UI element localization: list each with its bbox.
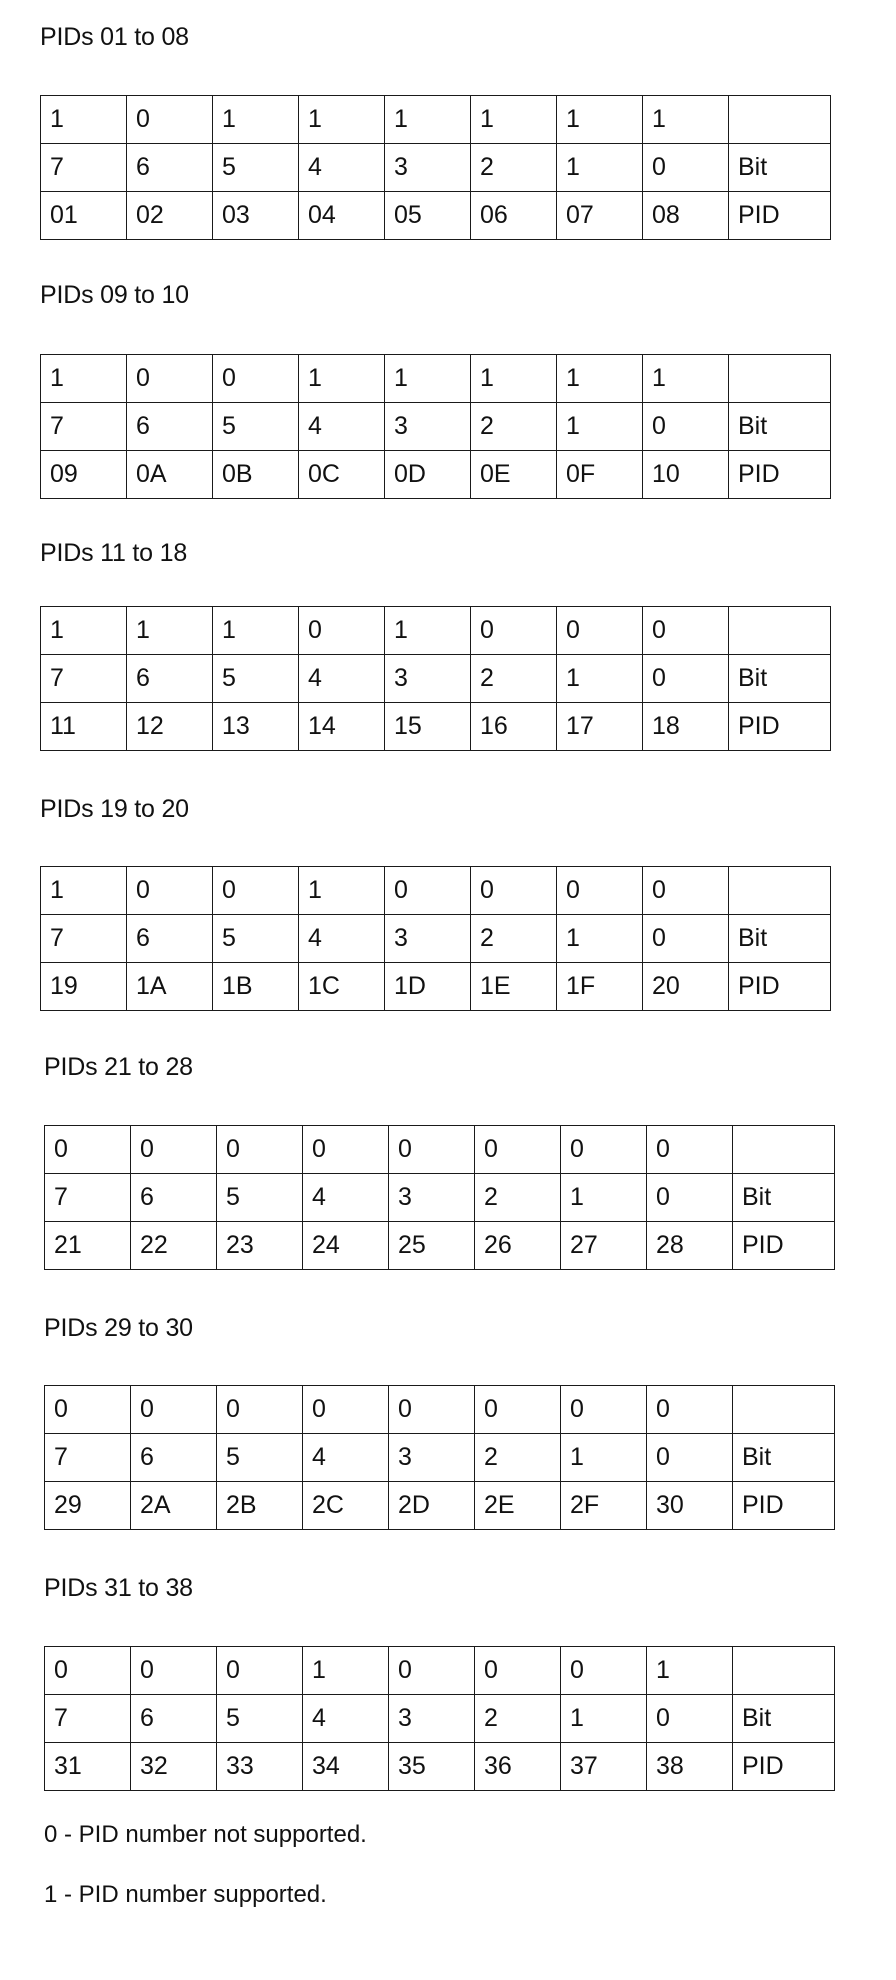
table-cell: 1F [557,963,643,1011]
table-cell: 3 [385,144,471,192]
table-cell: 0 [45,1647,131,1695]
row-label-cell: PID [729,451,831,499]
table-cell: 0 [127,96,213,144]
table-cell: 3 [385,403,471,451]
table-cell: 0 [647,1695,733,1743]
row-label-cell: Bit [733,1434,835,1482]
row-label-cell: PID [729,703,831,751]
table-cell: 2A [131,1482,217,1530]
table-cell: 35 [389,1743,475,1791]
table-cell: 0 [45,1386,131,1434]
table-cell: 04 [299,192,385,240]
section-title: PIDs 19 to 20 [40,795,189,823]
table-cell: 1 [557,403,643,451]
table-cell: 27 [561,1222,647,1270]
bit-row [41,144,831,192]
table-cell: 4 [299,403,385,451]
table-cell: 03 [213,192,299,240]
table-cell: 2F [561,1482,647,1530]
table-cell: 20 [643,963,729,1011]
table-cell: 1 [561,1174,647,1222]
table-cell: 1 [385,355,471,403]
table-cell: 11 [41,703,127,751]
legend-not-supported: 0 - PID number not supported. [44,1821,367,1848]
table-cell: 2 [475,1695,561,1743]
table-cell: 1 [557,915,643,963]
supported-flags-row [45,1126,835,1174]
pid-table [44,1646,835,1791]
table-cell: 4 [303,1695,389,1743]
pid-row [41,192,831,240]
pid-table [40,866,831,1011]
table-cell: 1 [385,607,471,655]
table-cell: 1 [213,607,299,655]
pid-row [45,1482,835,1530]
table-cell: 1E [471,963,557,1011]
section-title: PIDs 11 to 18 [40,539,188,567]
table-cell: 5 [217,1174,303,1222]
table-cell: 1 [41,867,127,915]
pid-row [45,1743,835,1791]
table-cell: 01 [41,192,127,240]
table-cell: 2E [475,1482,561,1530]
table-cell: 0 [131,1126,217,1174]
pid-table [40,606,831,751]
table-cell: 0 [557,867,643,915]
supported-flags-row [41,867,831,915]
bit-row [45,1174,835,1222]
section-title: PIDs 21 to 28 [44,1053,193,1081]
table-cell: 0E [471,451,557,499]
table-cell: 0 [217,1386,303,1434]
row-label-cell: PID [733,1743,835,1791]
table-cell: 1D [385,963,471,1011]
table-cell: 0 [385,867,471,915]
table-cell: 1A [127,963,213,1011]
table-cell: 6 [127,655,213,703]
table-cell: 37 [561,1743,647,1791]
table-cell: 2B [217,1482,303,1530]
row-label-cell: Bit [733,1174,835,1222]
table-cell: 16 [471,703,557,751]
bit-row [45,1695,835,1743]
table-cell: 0 [647,1126,733,1174]
table-cell: 1 [213,96,299,144]
table-cell: 2D [389,1482,475,1530]
pid-table [40,95,831,240]
pid-row [45,1222,835,1270]
row-label-cell: Bit [733,1695,835,1743]
table-cell: 0 [475,1126,561,1174]
table-cell: 0 [303,1126,389,1174]
table-cell: 1 [299,355,385,403]
table-cell: 0 [303,1386,389,1434]
row-label-cell [733,1126,835,1174]
table-cell: 0 [389,1386,475,1434]
table-cell: 3 [389,1434,475,1482]
bit-row [45,1434,835,1482]
table-cell: 6 [127,915,213,963]
supported-flags-row [45,1647,835,1695]
table-cell: 23 [217,1222,303,1270]
table-cell: 21 [45,1222,131,1270]
section-title: PIDs 31 to 38 [44,1574,193,1602]
table-cell: 26 [475,1222,561,1270]
table-cell: 4 [299,915,385,963]
table-cell: 5 [213,403,299,451]
table-cell: 0 [389,1647,475,1695]
pid-table [40,354,831,499]
table-cell: 1 [471,96,557,144]
pid-row [41,963,831,1011]
table-cell: 1 [127,607,213,655]
bit-row [41,655,831,703]
table-cell: 5 [213,144,299,192]
table-cell: 5 [217,1695,303,1743]
table-cell: 38 [647,1743,733,1791]
table-cell: 4 [299,655,385,703]
table-cell: 1 [303,1647,389,1695]
table-cell: 24 [303,1222,389,1270]
table-cell: 0 [647,1386,733,1434]
pid-row [41,703,831,751]
row-label-cell: Bit [729,403,831,451]
table-cell: 08 [643,192,729,240]
table-cell: 2 [475,1434,561,1482]
row-label-cell [733,1647,835,1695]
table-cell: 31 [45,1743,131,1791]
table-cell: 36 [475,1743,561,1791]
table-cell: 17 [557,703,643,751]
table-cell: 2 [475,1174,561,1222]
row-label-cell: Bit [729,915,831,963]
table-cell: 0 [471,607,557,655]
section-title: PIDs 29 to 30 [44,1314,193,1342]
legend-supported: 1 - PID number supported. [44,1881,327,1908]
table-cell: 0 [45,1126,131,1174]
row-label-cell [729,355,831,403]
table-cell: 3 [389,1174,475,1222]
table-cell: 0 [647,1434,733,1482]
table-cell: 0 [213,355,299,403]
table-cell: 13 [213,703,299,751]
table-cell: 2 [471,655,557,703]
section-title: PIDs 01 to 08 [40,23,189,51]
table-cell: 0D [385,451,471,499]
table-cell: 22 [131,1222,217,1270]
supported-flags-row [41,355,831,403]
table-cell: 30 [647,1482,733,1530]
table-cell: 7 [45,1434,131,1482]
row-label-cell [733,1386,835,1434]
table-cell: 7 [41,915,127,963]
table-cell: 3 [385,915,471,963]
table-cell: 0 [561,1647,647,1695]
table-cell: 0 [127,355,213,403]
table-cell: 1C [299,963,385,1011]
table-cell: 1 [385,96,471,144]
table-cell: 05 [385,192,471,240]
table-cell: 4 [303,1174,389,1222]
table-cell: 34 [303,1743,389,1791]
table-cell: 0 [643,655,729,703]
row-label-cell: Bit [729,144,831,192]
supported-flags-row [41,607,831,655]
table-cell: 1 [299,96,385,144]
table-cell: 2C [303,1482,389,1530]
table-cell: 1 [41,96,127,144]
table-cell: 19 [41,963,127,1011]
row-label-cell: PID [729,192,831,240]
pid-table [44,1385,835,1530]
table-cell: 0 [643,915,729,963]
table-cell: 7 [45,1695,131,1743]
table-cell: 02 [127,192,213,240]
table-cell: 1B [213,963,299,1011]
table-cell: 6 [131,1174,217,1222]
table-cell: 09 [41,451,127,499]
table-cell: 1 [41,607,127,655]
table-cell: 3 [389,1695,475,1743]
table-cell: 0 [131,1647,217,1695]
table-cell: 33 [217,1743,303,1791]
table-cell: 18 [643,703,729,751]
table-cell: 0 [127,867,213,915]
row-label-cell [729,607,831,655]
table-cell: 1 [561,1434,647,1482]
table-cell: 0 [561,1386,647,1434]
table-cell: 7 [41,655,127,703]
pid-table [44,1125,835,1270]
table-cell: 0 [643,144,729,192]
table-cell: 1 [557,144,643,192]
table-cell: 1 [647,1647,733,1695]
table-cell: 6 [131,1434,217,1482]
table-cell: 0 [643,867,729,915]
row-label-cell [729,96,831,144]
table-cell: 4 [299,144,385,192]
table-cell: 14 [299,703,385,751]
supported-flags-row [41,96,831,144]
table-cell: 6 [127,403,213,451]
table-cell: 32 [131,1743,217,1791]
table-cell: 0 [217,1647,303,1695]
bit-row [41,403,831,451]
table-cell: 28 [647,1222,733,1270]
row-label-cell: PID [733,1222,835,1270]
row-label-cell [729,867,831,915]
table-cell: 0F [557,451,643,499]
table-cell: 6 [127,144,213,192]
table-cell: 0 [389,1126,475,1174]
table-cell: 0 [557,607,643,655]
table-cell: 1 [643,96,729,144]
table-cell: 12 [127,703,213,751]
table-cell: 1 [299,867,385,915]
table-cell: 07 [557,192,643,240]
bit-row [41,915,831,963]
table-cell: 0 [131,1386,217,1434]
table-cell: 7 [41,144,127,192]
table-cell: 0B [213,451,299,499]
table-cell: 5 [217,1434,303,1482]
table-cell: 2 [471,144,557,192]
row-label-cell: PID [729,963,831,1011]
table-cell: 1 [557,96,643,144]
table-cell: 15 [385,703,471,751]
table-cell: 06 [471,192,557,240]
table-cell: 5 [213,915,299,963]
table-cell: 0 [299,607,385,655]
table-cell: 1 [557,355,643,403]
table-cell: 1 [643,355,729,403]
row-label-cell: PID [733,1482,835,1530]
table-cell: 0 [643,403,729,451]
supported-flags-row [45,1386,835,1434]
table-cell: 7 [41,403,127,451]
table-cell: 25 [389,1222,475,1270]
table-cell: 0 [217,1126,303,1174]
table-cell: 6 [131,1695,217,1743]
table-cell: 5 [213,655,299,703]
table-cell: 0 [471,867,557,915]
table-cell: 0 [561,1126,647,1174]
section-title: PIDs 09 to 10 [40,281,189,309]
table-cell: 4 [303,1434,389,1482]
table-cell: 0C [299,451,385,499]
table-cell: 1 [561,1695,647,1743]
table-cell: 2 [471,403,557,451]
table-cell: 10 [643,451,729,499]
table-cell: 0 [643,607,729,655]
table-cell: 1 [557,655,643,703]
table-cell: 0A [127,451,213,499]
table-cell: 7 [45,1174,131,1222]
table-cell: 2 [471,915,557,963]
table-cell: 29 [45,1482,131,1530]
table-cell: 1 [471,355,557,403]
table-cell: 0 [475,1647,561,1695]
table-cell: 0 [647,1174,733,1222]
pid-row [41,451,831,499]
table-cell: 0 [475,1386,561,1434]
table-cell: 1 [41,355,127,403]
table-cell: 3 [385,655,471,703]
row-label-cell: Bit [729,655,831,703]
table-cell: 0 [213,867,299,915]
